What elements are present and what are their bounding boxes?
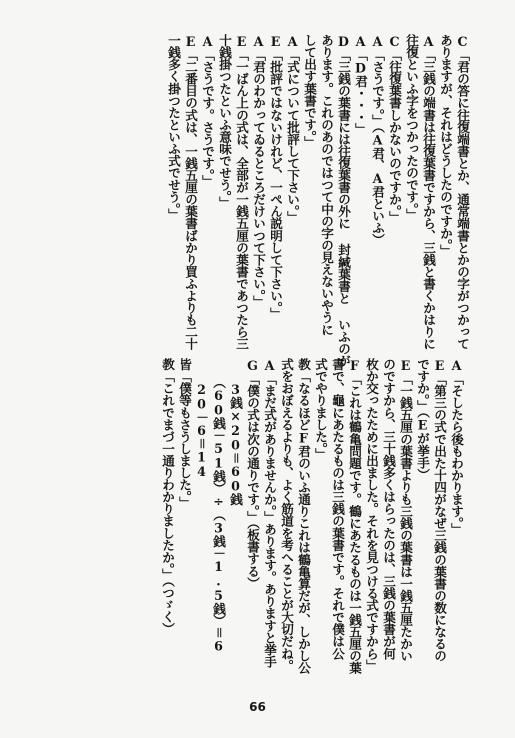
- page-number: 66: [249, 700, 266, 714]
- text-line: 一銭多く掛つたといふ式でせう。」: [166, 34, 181, 221]
- text-line: A「まだ式がありませんか。」あります。ありますと挙手: [262, 358, 277, 668]
- text-line: 教「これでまづ一通りわかりましたか。」（つゞく）: [160, 358, 175, 635]
- text-block-bottom: [5, 358, 465, 688]
- text-block-top: [11, 34, 471, 367]
- text-line: 枚か交ったために出ました。それを見つける式ですから」: [364, 358, 379, 672]
- text-line: A「三銭の端書は往復葉書ですから、三銭と書くかはりに: [421, 34, 436, 350]
- text-line: A「式について批評して下さい。」: [285, 34, 300, 223]
- text-line: A「そしたら後もわかります。」: [449, 358, 464, 535]
- text-line: D「三銭の葉書には往復葉書の外に 封緘葉書と いふのが: [336, 34, 351, 367]
- text-line: 20－6＝14: [194, 358, 209, 479]
- text-line: E「一ばん上の式は、全部が一銭五厘の葉書であつたら三: [234, 34, 249, 350]
- text-line: 十銭掛つたといふ意味でせう。」: [217, 34, 232, 209]
- text-line: 書で、龜にあたるものは三銭の葉書です。それで僕は公: [330, 358, 345, 660]
- text-line: A「君のわかってゐるところだけいつて下さい。」: [251, 34, 266, 308]
- text-line: ですか。」（Eが挙手）: [415, 358, 430, 481]
- text-line: F「これは鶴亀問題です。鶴にあたるものは一銭五厘の葉: [347, 358, 362, 674]
- text-line: E「二番目の式は、一銭五厘の葉書ばかり買ふよりも二十: [183, 34, 198, 350]
- text-line: E「批評ではないけれど、一ぺん説明して下さい。」: [268, 34, 283, 320]
- text-line: 教「なるほどF君のいふ通りこれは鶴亀算だが、しかし公: [296, 358, 311, 674]
- text-line: 往復といふ字をつかったのです。」: [404, 34, 419, 221]
- text-line: E「第三の式で出た十四がなぜ三銭の葉書の数になるの: [432, 358, 447, 662]
- text-line: A「さうです。」（A君、A君といふ）: [370, 34, 385, 246]
- text-line: G「僕の式は次の通りです。」（板書する）: [245, 358, 260, 589]
- text-line: C「君の答に往復端書とか、通常端書とかの字がつかって: [455, 34, 470, 350]
- text-line: 3銭×20＝60銭: [228, 358, 243, 505]
- text-line: ありますが、それはどうしたのですか。」: [438, 34, 453, 257]
- text-line: 皆「僕等もさうしました。」: [177, 358, 192, 509]
- text-line: 式でやりました。」: [313, 358, 328, 461]
- text-line: （60銭－51銭）÷（3銭－1.5銭）＝6: [211, 358, 226, 653]
- text-line: して出す葉書です。」: [302, 34, 317, 149]
- text-line: A「D君・・・」: [353, 34, 368, 136]
- text-line: E「一銭五厘の葉書よりも三銭の葉書は一銭五厘たかい: [398, 358, 413, 662]
- text-line: 式をおぼえるよりも、よく筋道を考へることが大切だね。: [279, 358, 294, 672]
- text-line: A「さうです。さうです。」: [200, 34, 215, 187]
- text-line: あります。これのあのではつて中の字の見えないやうに: [319, 34, 334, 336]
- text-line: C「往復葉書しかないのですか。」: [387, 34, 402, 223]
- text-line: のですから、三十銭多くはらったのは、三銭の葉書が何: [381, 358, 396, 660]
